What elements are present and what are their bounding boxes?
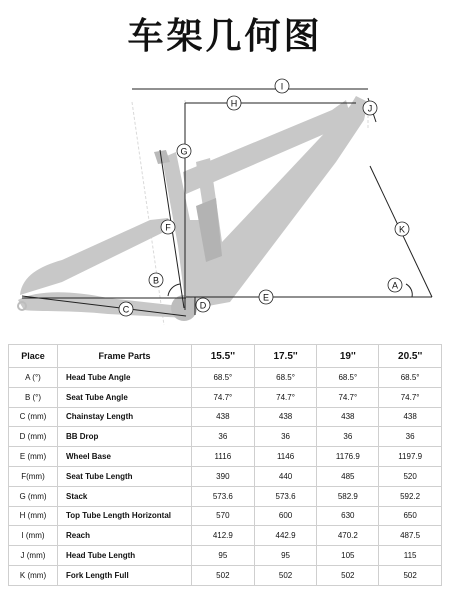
frame-geometry-diagram (0, 70, 450, 340)
row-value-size-4: 36 (379, 427, 442, 447)
row-frame-part: Seat Tube Angle (58, 387, 192, 407)
row-value-size-1: 36 (192, 427, 255, 447)
row-value-size-4: 487.5 (379, 526, 442, 546)
row-value-size-3: 485 (317, 466, 379, 486)
marker-b (149, 273, 163, 287)
row-value-size-2: 442.9 (254, 526, 317, 546)
row-value-size-4: 592.2 (379, 486, 442, 506)
marker-i-label: I (280, 81, 284, 92)
row-place: J (mm) (9, 546, 58, 566)
row-value-size-2: 502 (254, 565, 317, 585)
row-value-size-1: 570 (192, 506, 255, 526)
row-place: C (mm) (9, 407, 58, 427)
marker-j-label: J (367, 103, 373, 114)
marker-c (119, 302, 133, 316)
row-value-size-3: 582.9 (317, 486, 379, 506)
table-row (9, 526, 442, 546)
marker-b-label: B (152, 275, 160, 286)
marker-e-label: E (262, 292, 270, 303)
header-frame-parts: Frame Parts (58, 345, 192, 368)
row-value-size-2: 36 (254, 427, 317, 447)
marker-d-label: D (199, 300, 207, 311)
marker-a (388, 278, 402, 292)
row-frame-part: Head Tube Angle (58, 368, 192, 388)
row-value-size-4: 115 (379, 546, 442, 566)
row-value-size-3: 68.5° (317, 368, 379, 388)
row-value-size-4: 520 (379, 466, 442, 486)
marker-j (363, 101, 377, 115)
marker-f-label: F (165, 222, 171, 233)
marker-d (196, 298, 210, 312)
row-frame-part: BB Drop (58, 427, 192, 447)
row-value-size-1: 390 (192, 466, 255, 486)
row-value-size-3: 438 (317, 407, 379, 427)
row-place: K (mm) (9, 565, 58, 585)
row-value-size-1: 95 (192, 546, 255, 566)
marker-h-label: H (230, 98, 238, 109)
header-place: Place (9, 345, 58, 368)
table-row (9, 407, 442, 427)
row-place: B (°) (9, 387, 58, 407)
seat-angle-arc (168, 284, 180, 296)
row-value-size-2: 440 (254, 466, 317, 486)
row-value-size-1: 74.7° (192, 387, 255, 407)
table-row (9, 506, 442, 526)
header-size-4: 20.5'' (379, 345, 442, 368)
row-value-size-3: 74.7° (317, 387, 379, 407)
row-place: A (°) (9, 368, 58, 388)
table-row (9, 466, 442, 486)
bike-frame-silhouette (18, 96, 368, 321)
row-frame-part: Fork Length Full (58, 565, 192, 585)
row-value-size-2: 74.7° (254, 387, 317, 407)
row-value-size-2: 95 (254, 546, 317, 566)
row-value-size-4: 502 (379, 565, 442, 585)
row-place: I (mm) (9, 526, 58, 546)
row-value-size-4: 1197.9 (379, 447, 442, 467)
marker-k-label: K (398, 224, 406, 235)
geometry-table-body (9, 368, 442, 586)
row-value-size-4: 650 (379, 506, 442, 526)
row-value-size-3: 502 (317, 565, 379, 585)
header-size-1: 15.5'' (192, 345, 255, 368)
row-place: E (mm) (9, 447, 58, 467)
table-header-row (9, 345, 442, 368)
table-row (9, 546, 442, 566)
marker-k (395, 222, 409, 236)
row-place: G (mm) (9, 486, 58, 506)
row-value-size-2: 600 (254, 506, 317, 526)
row-value-size-2: 573.6 (254, 486, 317, 506)
row-frame-part: Head Tube Length (58, 546, 192, 566)
geometry-table (8, 344, 442, 586)
page-title: 车架几何图 (127, 16, 323, 57)
row-frame-part: Stack (58, 486, 192, 506)
row-value-size-3: 630 (317, 506, 379, 526)
row-value-size-4: 68.5° (379, 368, 442, 388)
row-value-size-1: 573.6 (192, 486, 255, 506)
row-frame-part: Top Tube Length Horizontal (58, 506, 192, 526)
table-row (9, 387, 442, 407)
head-angle-arc (406, 284, 412, 297)
row-value-size-3: 470.2 (317, 526, 379, 546)
row-value-size-4: 74.7° (379, 387, 442, 407)
marker-i (275, 79, 289, 93)
seat-tube-extension-line (132, 102, 164, 325)
row-value-size-2: 1146 (254, 447, 317, 467)
table-row (9, 565, 442, 585)
row-value-size-1: 502 (192, 565, 255, 585)
row-frame-part: Reach (58, 526, 192, 546)
table-row (9, 427, 442, 447)
table-row (9, 447, 442, 467)
row-place: H (mm) (9, 506, 58, 526)
row-value-size-1: 1116 (192, 447, 255, 467)
marker-h (227, 96, 241, 110)
row-value-size-4: 438 (379, 407, 442, 427)
header-size-2: 17.5'' (254, 345, 317, 368)
row-frame-part: Chainstay Length (58, 407, 192, 427)
row-value-size-1: 68.5° (192, 368, 255, 388)
marker-c-label: C (122, 304, 130, 315)
marker-f (161, 220, 175, 234)
marker-e (259, 290, 273, 304)
row-value-size-2: 68.5° (254, 368, 317, 388)
header-size-3: 19'' (317, 345, 379, 368)
marker-g (177, 144, 191, 158)
table-row (9, 486, 442, 506)
row-place: F(mm) (9, 466, 58, 486)
row-place: D (mm) (9, 427, 58, 447)
row-value-size-1: 438 (192, 407, 255, 427)
row-frame-part: Seat Tube Length (58, 466, 192, 486)
row-value-size-3: 105 (317, 546, 379, 566)
row-value-size-2: 438 (254, 407, 317, 427)
table-row (9, 368, 442, 388)
marker-g-label: G (180, 146, 188, 157)
row-value-size-3: 1176.9 (317, 447, 379, 467)
marker-a-label: A (391, 280, 399, 291)
row-frame-part: Wheel Base (58, 447, 192, 467)
row-value-size-3: 36 (317, 427, 379, 447)
row-value-size-1: 412.9 (192, 526, 255, 546)
